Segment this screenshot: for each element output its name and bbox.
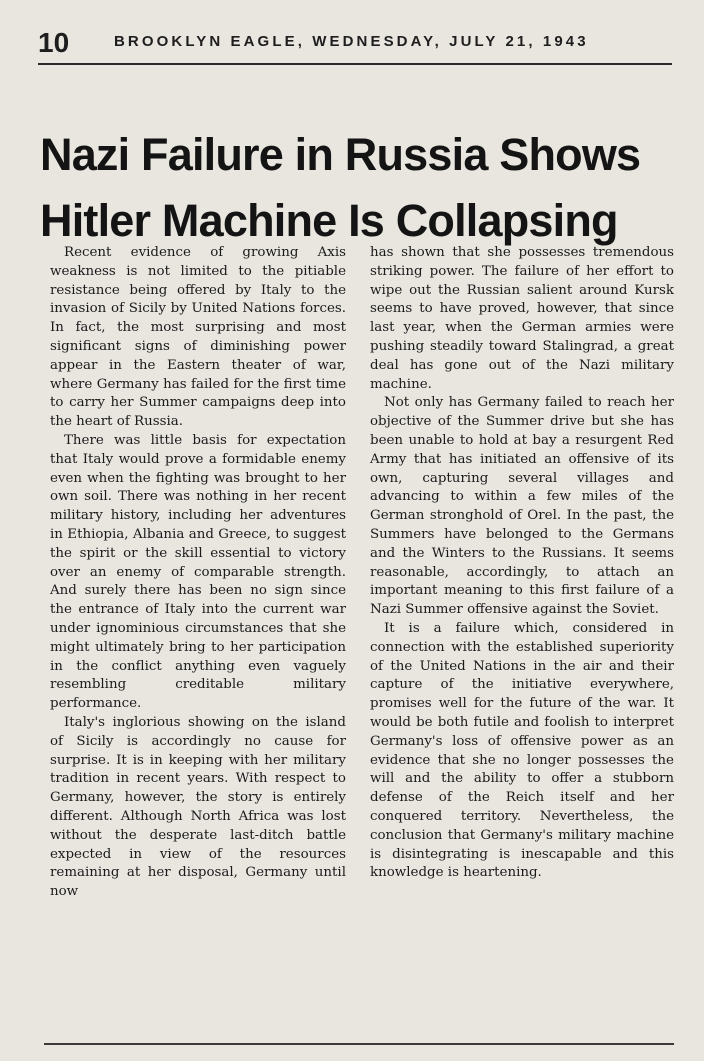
page-number: 10 — [38, 27, 70, 58]
article-column-right — [370, 244, 674, 883]
article-paragraph-continued: has shown that she possesses tremendous striking power. The failure of her effort to wipe out the Russian salient around Kursk seems to have proved, however, that since last year, when the German armies were pushing steadily toward Stalingrad, a great deal has gone out of the Nazi military machine. — [370, 245, 674, 392]
footer-rule — [44, 1043, 674, 1045]
masthead — [38, 26, 672, 60]
article-column-left — [50, 244, 346, 902]
masthead-dateline: BROOKLYN EAGLE, WEDNESDAY, JULY 21, 1943 — [114, 33, 589, 50]
headline — [40, 122, 680, 254]
masthead-rule — [38, 63, 672, 65]
article-paragraph: Italy's inglorious showing on the island of Sicily is accordingly no cause for surprise. It is in keeping with her military tradition in recent years. With respect to Germany, however, the story is entirely different. Although North Africa was lost without the desperate last-ditch battle expected in view of the resources remaining at her disposal, Germany until now — [50, 714, 346, 900]
article-paragraph: Recent evidence of growing Axis weakness is not limited to the pitiable resistance being offered by Italy to the invasion of Sicily by United Nations forces. In fact, the most surprising and most significant signs of diminishing power appear in the Eastern theater of war, where Germany has failed for the first time to carry her Summer campaigns deep into the heart of Russia. — [50, 245, 346, 430]
article-paragraph: It is a failure which, considered in connection with the established superiority of the United Nations in the air and their capture of the initiative everywhere, promises well for the future of the war. It would be both futile and foolish to interpret Germany's loss of offensive power as an evidence that she no longer possesses the will and the ability to offer a stubborn defense of the Reich itself and her conquered territory. Nevertheless, the conclusion that Germany's military machine is disintegrating is inescapable and this knowledge is heartening. — [370, 620, 674, 881]
headline-line-1: Nazi Failure in Russia Shows — [40, 129, 641, 180]
article-paragraph: There was little basis for expectation that Italy would prove a formidable enemy even when the fighting was brought to her own soil. There was nothing in her recent military history, including her adventures in Ethiopia, Albania and Greece, to suggest the spirit or the skill essential to victory over an enemy of comparable strength. And surely there has been no sign since the entrance of Italy into the current war under ignominious circumstances that she might ultimately bring to her participation in the conflict anything even vaguely resembling creditable military performance. — [50, 432, 346, 712]
article-paragraph: Not only has Germany failed to reach her objective of the Summer drive but she has been unable to hold at bay a resurgent Red Army that has initiated an offensive of its own, capturing several villages and advancing to within a few miles of the German stronghold of Orel. In the past, the Summers have belonged to the Germans and the Winters to the Russians. It seems reasonable, accordingly, to attach an important meaning to this first failure of a Nazi Summer offensive against the Soviet. — [370, 395, 674, 618]
headline-line-2: Hitler Machine Is Collapsing — [40, 195, 618, 246]
